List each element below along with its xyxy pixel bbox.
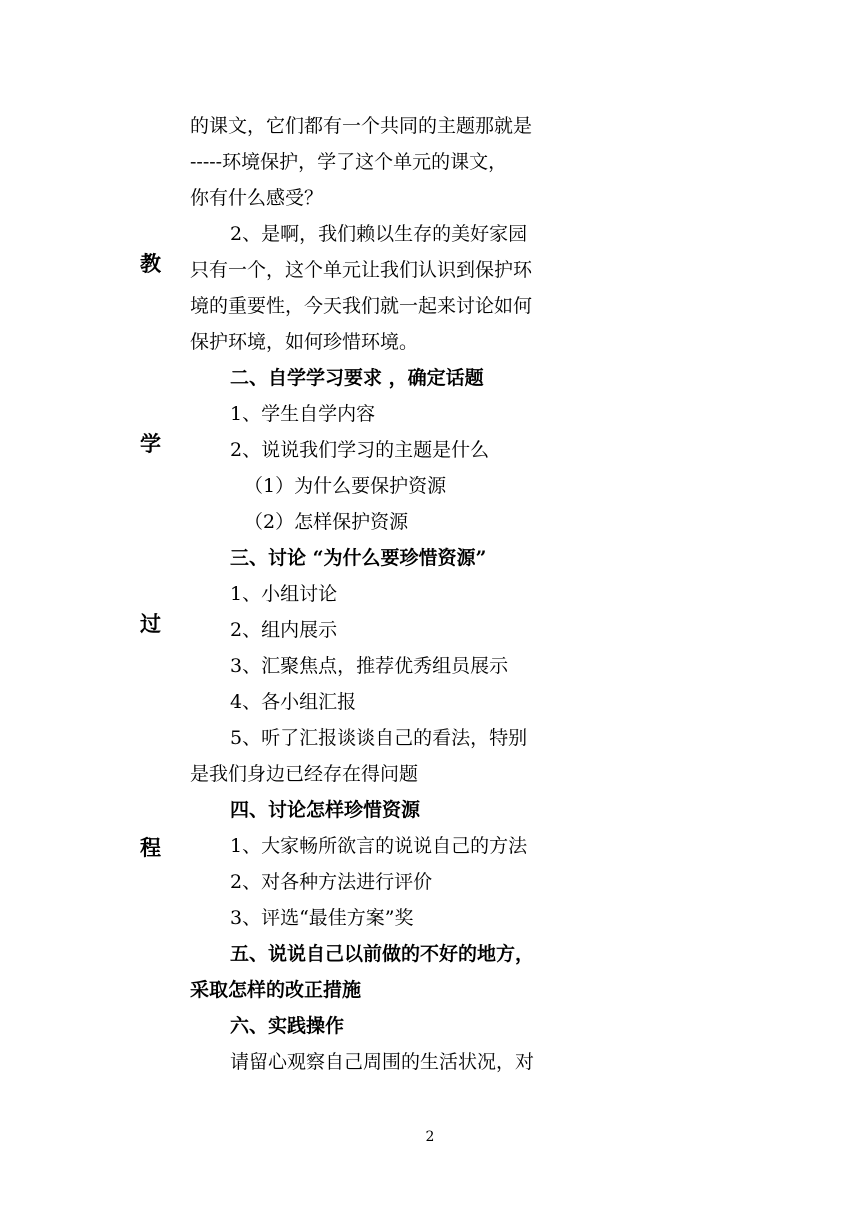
sidebar-char-cheng: 程 xyxy=(140,835,161,860)
page-number: 2 xyxy=(425,1129,435,1145)
text-line: 3、评选“最佳方案”奖 xyxy=(230,907,414,929)
text-line: -----环境保护，学了这个单元的课文， xyxy=(190,151,508,173)
text-line: 请留心观察自己周围的生活状况，对 xyxy=(230,1051,535,1073)
text-line: （1）为什么要保护资源 xyxy=(244,475,447,497)
text-line: 3、汇聚焦点，推荐优秀组员展示 xyxy=(230,655,509,677)
sidebar-char-guo: 过 xyxy=(140,611,161,636)
text-line: 保护环境，如何珍惜环境。 xyxy=(190,331,419,353)
section-heading: 三、讨论 “为什么要珍惜资源” xyxy=(230,547,487,569)
text-line: 2、对各种方法进行评价 xyxy=(230,871,433,893)
text-line: 2、说说我们学习的主题是什么 xyxy=(230,439,490,461)
text-line: 4、各小组汇报 xyxy=(230,691,357,713)
sidebar-char-xue: 学 xyxy=(140,431,161,456)
section-heading: 二、自学学习要求 ，确定话题 xyxy=(230,367,484,389)
text-line: 的课文，它们都有一个共同的主题那就是 xyxy=(190,115,533,137)
section-heading: 四、讨论怎样珍惜资源 xyxy=(230,799,421,821)
text-line: 1、小组讨论 xyxy=(230,583,338,605)
section-heading: 五、说说自己以前做的不好的地方， xyxy=(230,943,535,965)
text-line: 只有一个，这个单元让我们认识到保护环 xyxy=(190,259,533,281)
sidebar-char-jiao: 教 xyxy=(140,251,161,276)
section-heading: 采取怎样的改正措施 xyxy=(190,979,362,1001)
text-line: 1、学生自学内容 xyxy=(230,403,376,425)
text-line: （2）怎样保护资源 xyxy=(244,511,409,533)
text-line: 你有什么感受？ xyxy=(190,187,324,209)
text-line: 是我们身边已经存在得问题 xyxy=(190,763,419,785)
text-line: 2、组内展示 xyxy=(230,619,338,641)
section-heading: 六、实践操作 xyxy=(230,1015,345,1037)
text-line: 5、听了汇报谈谈自己的看法，特别 xyxy=(230,727,528,749)
text-line: 2、是啊，我们赖以生存的美好家园 xyxy=(230,223,528,245)
text-line: 1、大家畅所欲言的说说自己的方法 xyxy=(230,835,528,857)
text-line: 境的重要性，今天我们就一起来讨论如何 xyxy=(190,295,533,317)
